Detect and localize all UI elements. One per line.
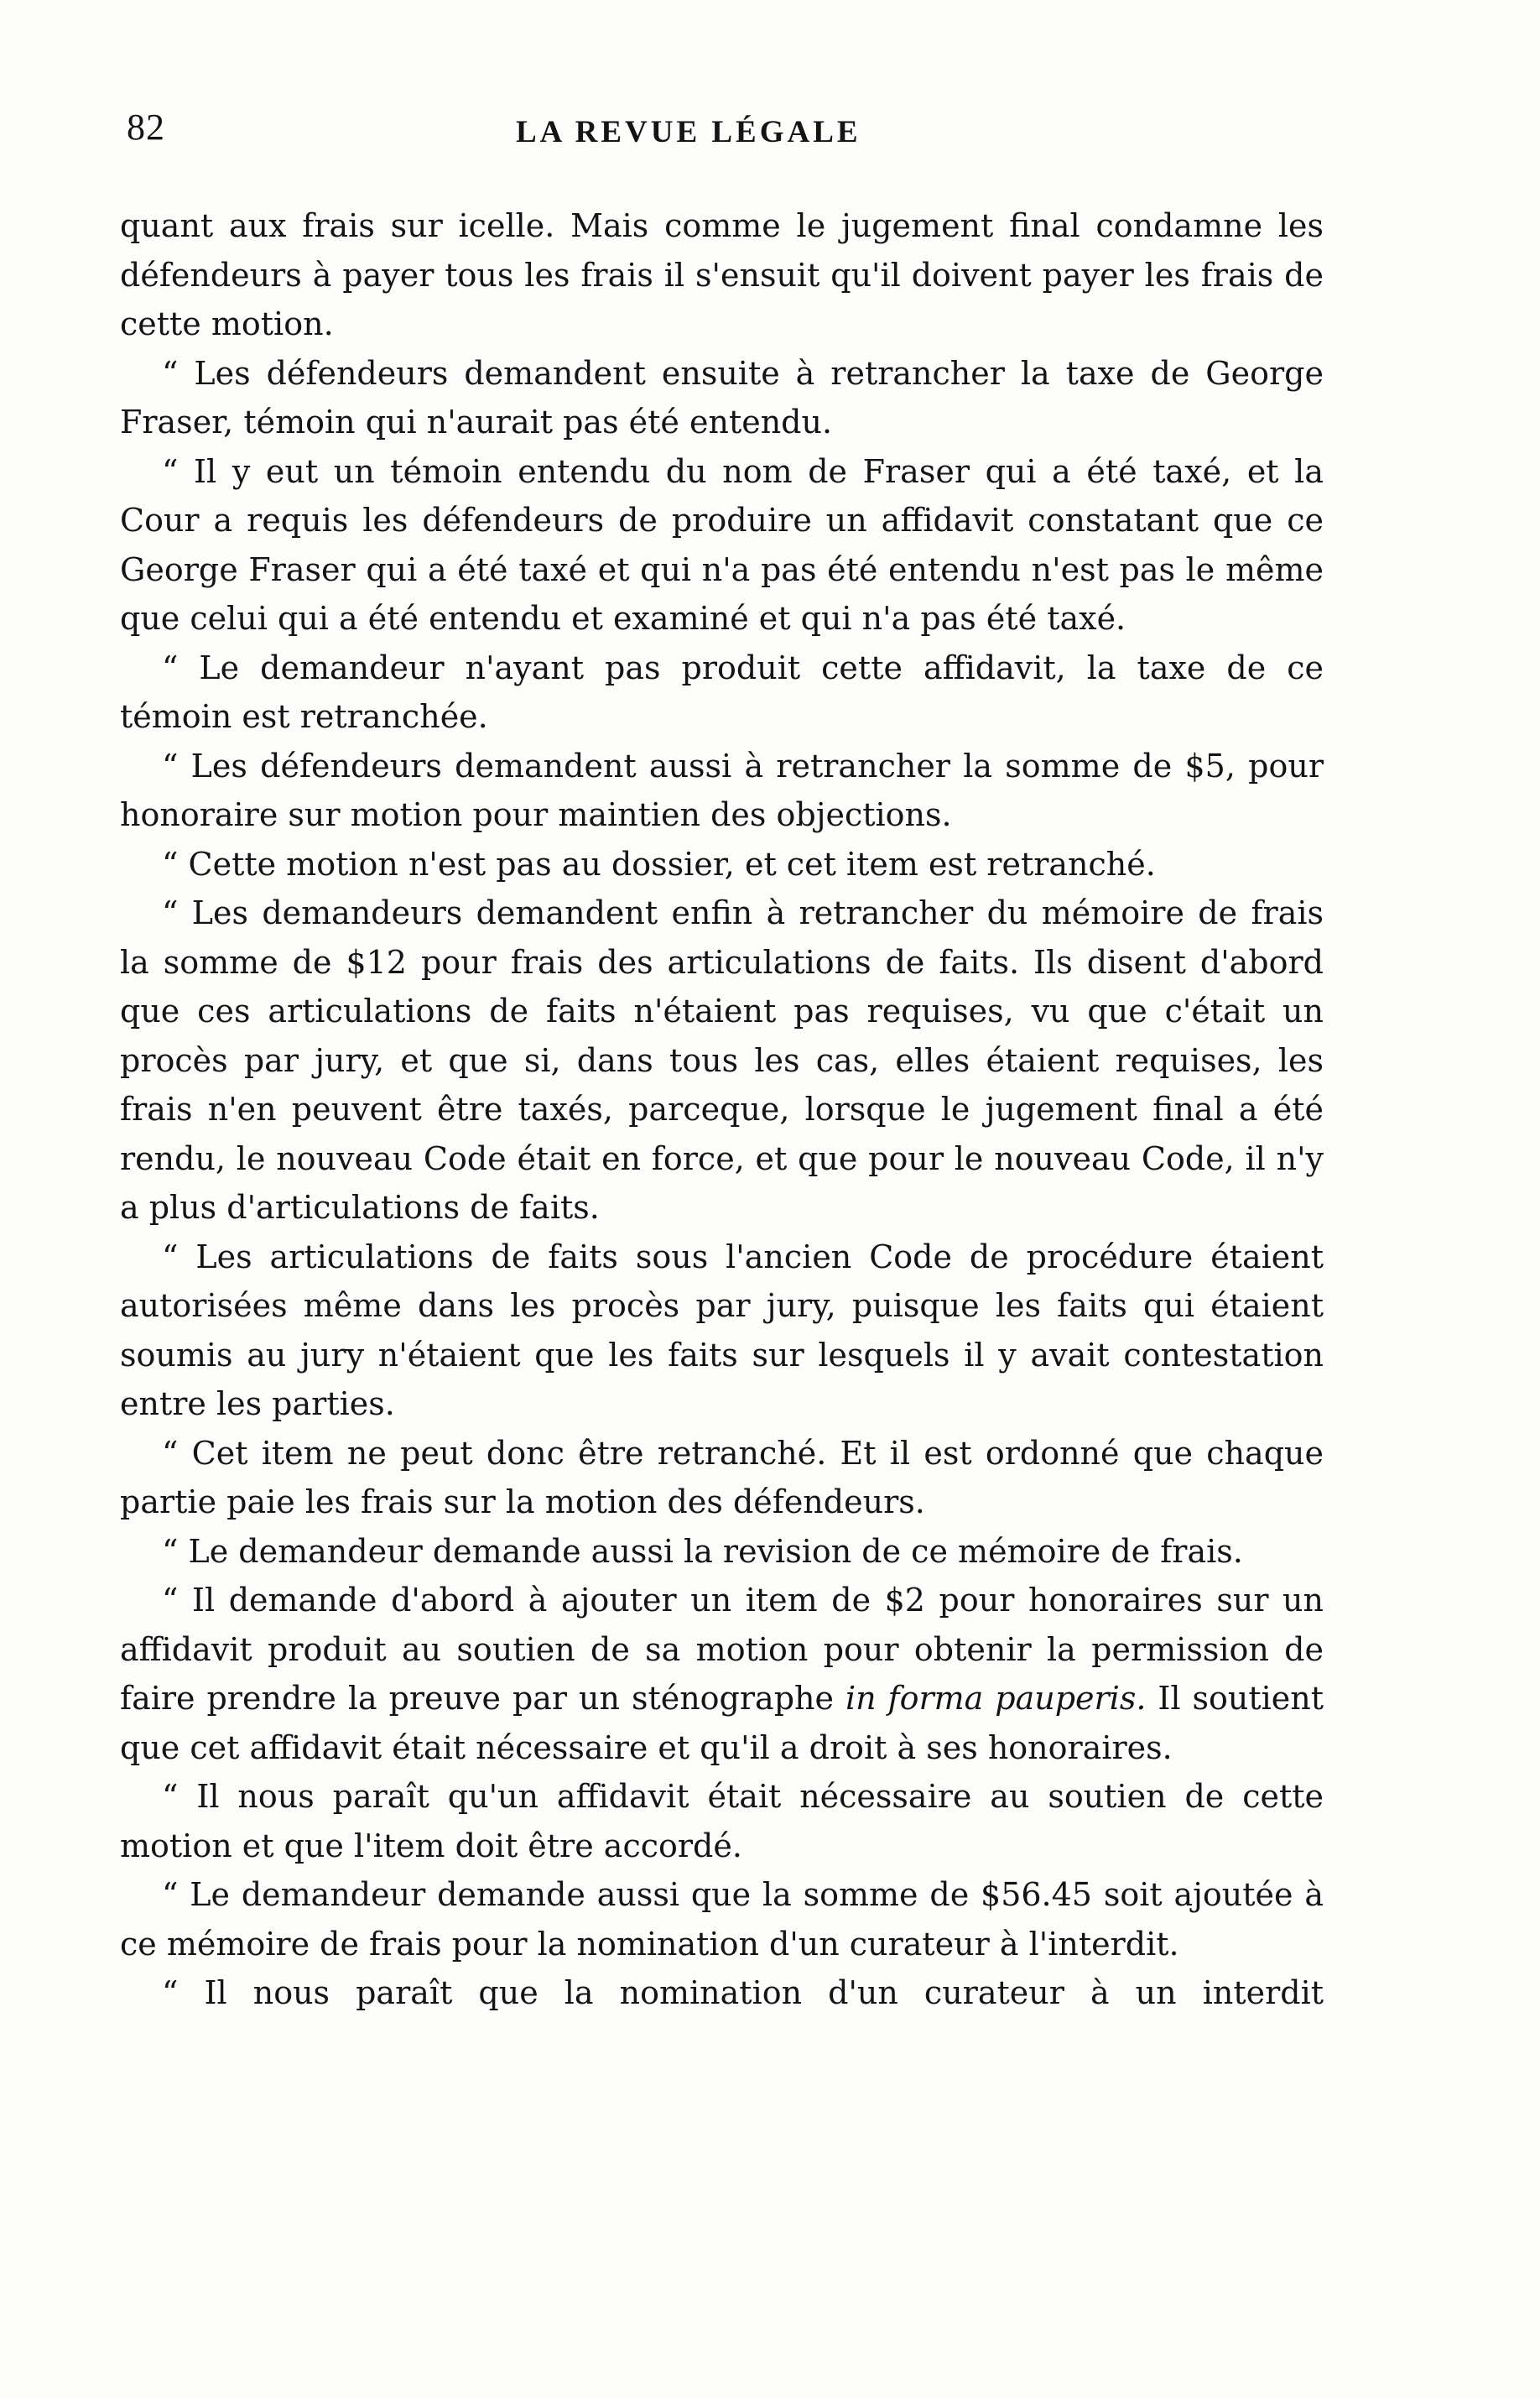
paragraph-item-ordonne: “ Cet item ne peut donc être retranché. Et il est ordonné que chaque partie paie les frais sur la motion des défendeurs. (120, 1434, 1324, 1520)
latin-phrase: in forma pauperis. (845, 1680, 1147, 1717)
journal-title: LA REVUE LÉGALE (516, 115, 861, 149)
paragraph-continuation: quant aux frais sur icelle. Mais comme le jugement final condamne les défendeurs à payer tous les frais il s'ensuit qu'il doivent payer les frais de cette motion. (120, 207, 1324, 342)
paragraph-affidavit-pauperis (120, 1576, 1324, 1772)
paragraph-honoraire-motion: “ Les défendeurs demandent aussi à retrancher la somme de $5, pour honoraire sur motion pour maintien des objections. (120, 747, 1324, 833)
paragraph-revision: “ Le demandeur demande aussi la revision de ce mémoire de frais. (162, 1532, 1243, 1570)
paragraph-taxe-fraser: “ Les défendeurs demandent ensuite à retrancher la taxe de George Fraser, témoin qui n'aurait pas été entendu. (120, 354, 1324, 441)
paragraph-pauperis-after: Il soutient que cet affidavit était nécessaire et qu'il a droit à ses honoraires. (120, 1680, 1324, 1766)
paragraph-articulations-demande: “ Les demandeurs demandent enfin à retrancher du mémoire de frais la somme de $12 pour frais des articulations de faits. Ils disent d'abord que ces articulations de faits n'étaient pas requises, vu que c'était un procès par jury, et que si, dans tous les cas, elles étaient requises, les frais n'en peuvent être taxés, parceque, lorsque le jugement final a été rendu, le nouveau Code était en force, et que pour le nouveau Code, il n'y a plus d'articulations de faits. (120, 894, 1324, 1226)
paragraph-temoin-fraser: “ Il y eut un témoin entendu du nom de Fraser qui a été taxé, et la Cour a requis les défendeurs de produire un affidavit constatant que ce George Fraser qui a été taxé et qui n'a pas été entendu n'est pas le même que celui qui a été entendu et examiné et qui n'a pas été taxé. (120, 452, 1324, 637)
paragraph-curateur-somme: “ Le demandeur demande aussi que la somme de $56.45 soit ajoutée à ce mémoire de frais pour la nomination d'un curateur à l'interdit. (120, 1876, 1324, 1963)
paragraph-pauperis-before: “ Il demande d'abord à ajouter un item de $2 pour honoraires sur un affidavit produit au soutien de sa motion pour obtenir la permission de faire prendre la preuve par un sténographe (120, 1582, 1324, 1717)
paragraph-motion-dossier: “ Cette motion n'est pas au dossier, et cet item est retranché. (162, 845, 1156, 883)
paragraph-articulations-ancien-code: “ Les articulations de faits sous l'ancien Code de procédure étaient autorisées même dans les procès par jury, puisque les faits qui étaient soumis au jury n'étaient que les faits sur lesquels il y avait contestation entre les parties. (120, 1238, 1324, 1422)
paragraph-affidavit-retranche: “ Le demandeur n'ayant pas produit cette affidavit, la taxe de ce témoin est retranchée. (120, 649, 1324, 735)
paragraph-affidavit-accorde: “ Il nous paraît qu'un affidavit était nécessaire au soutien de cette motion et que l'item doit être accordé. (120, 1778, 1324, 1864)
body-text (120, 201, 1324, 2018)
paragraph-curateur-nomination: “ Il nous paraît que la nomination d'un curateur à un interdit (162, 1974, 1324, 2011)
page-number: 82 (127, 107, 165, 148)
running-head (122, 99, 1321, 158)
